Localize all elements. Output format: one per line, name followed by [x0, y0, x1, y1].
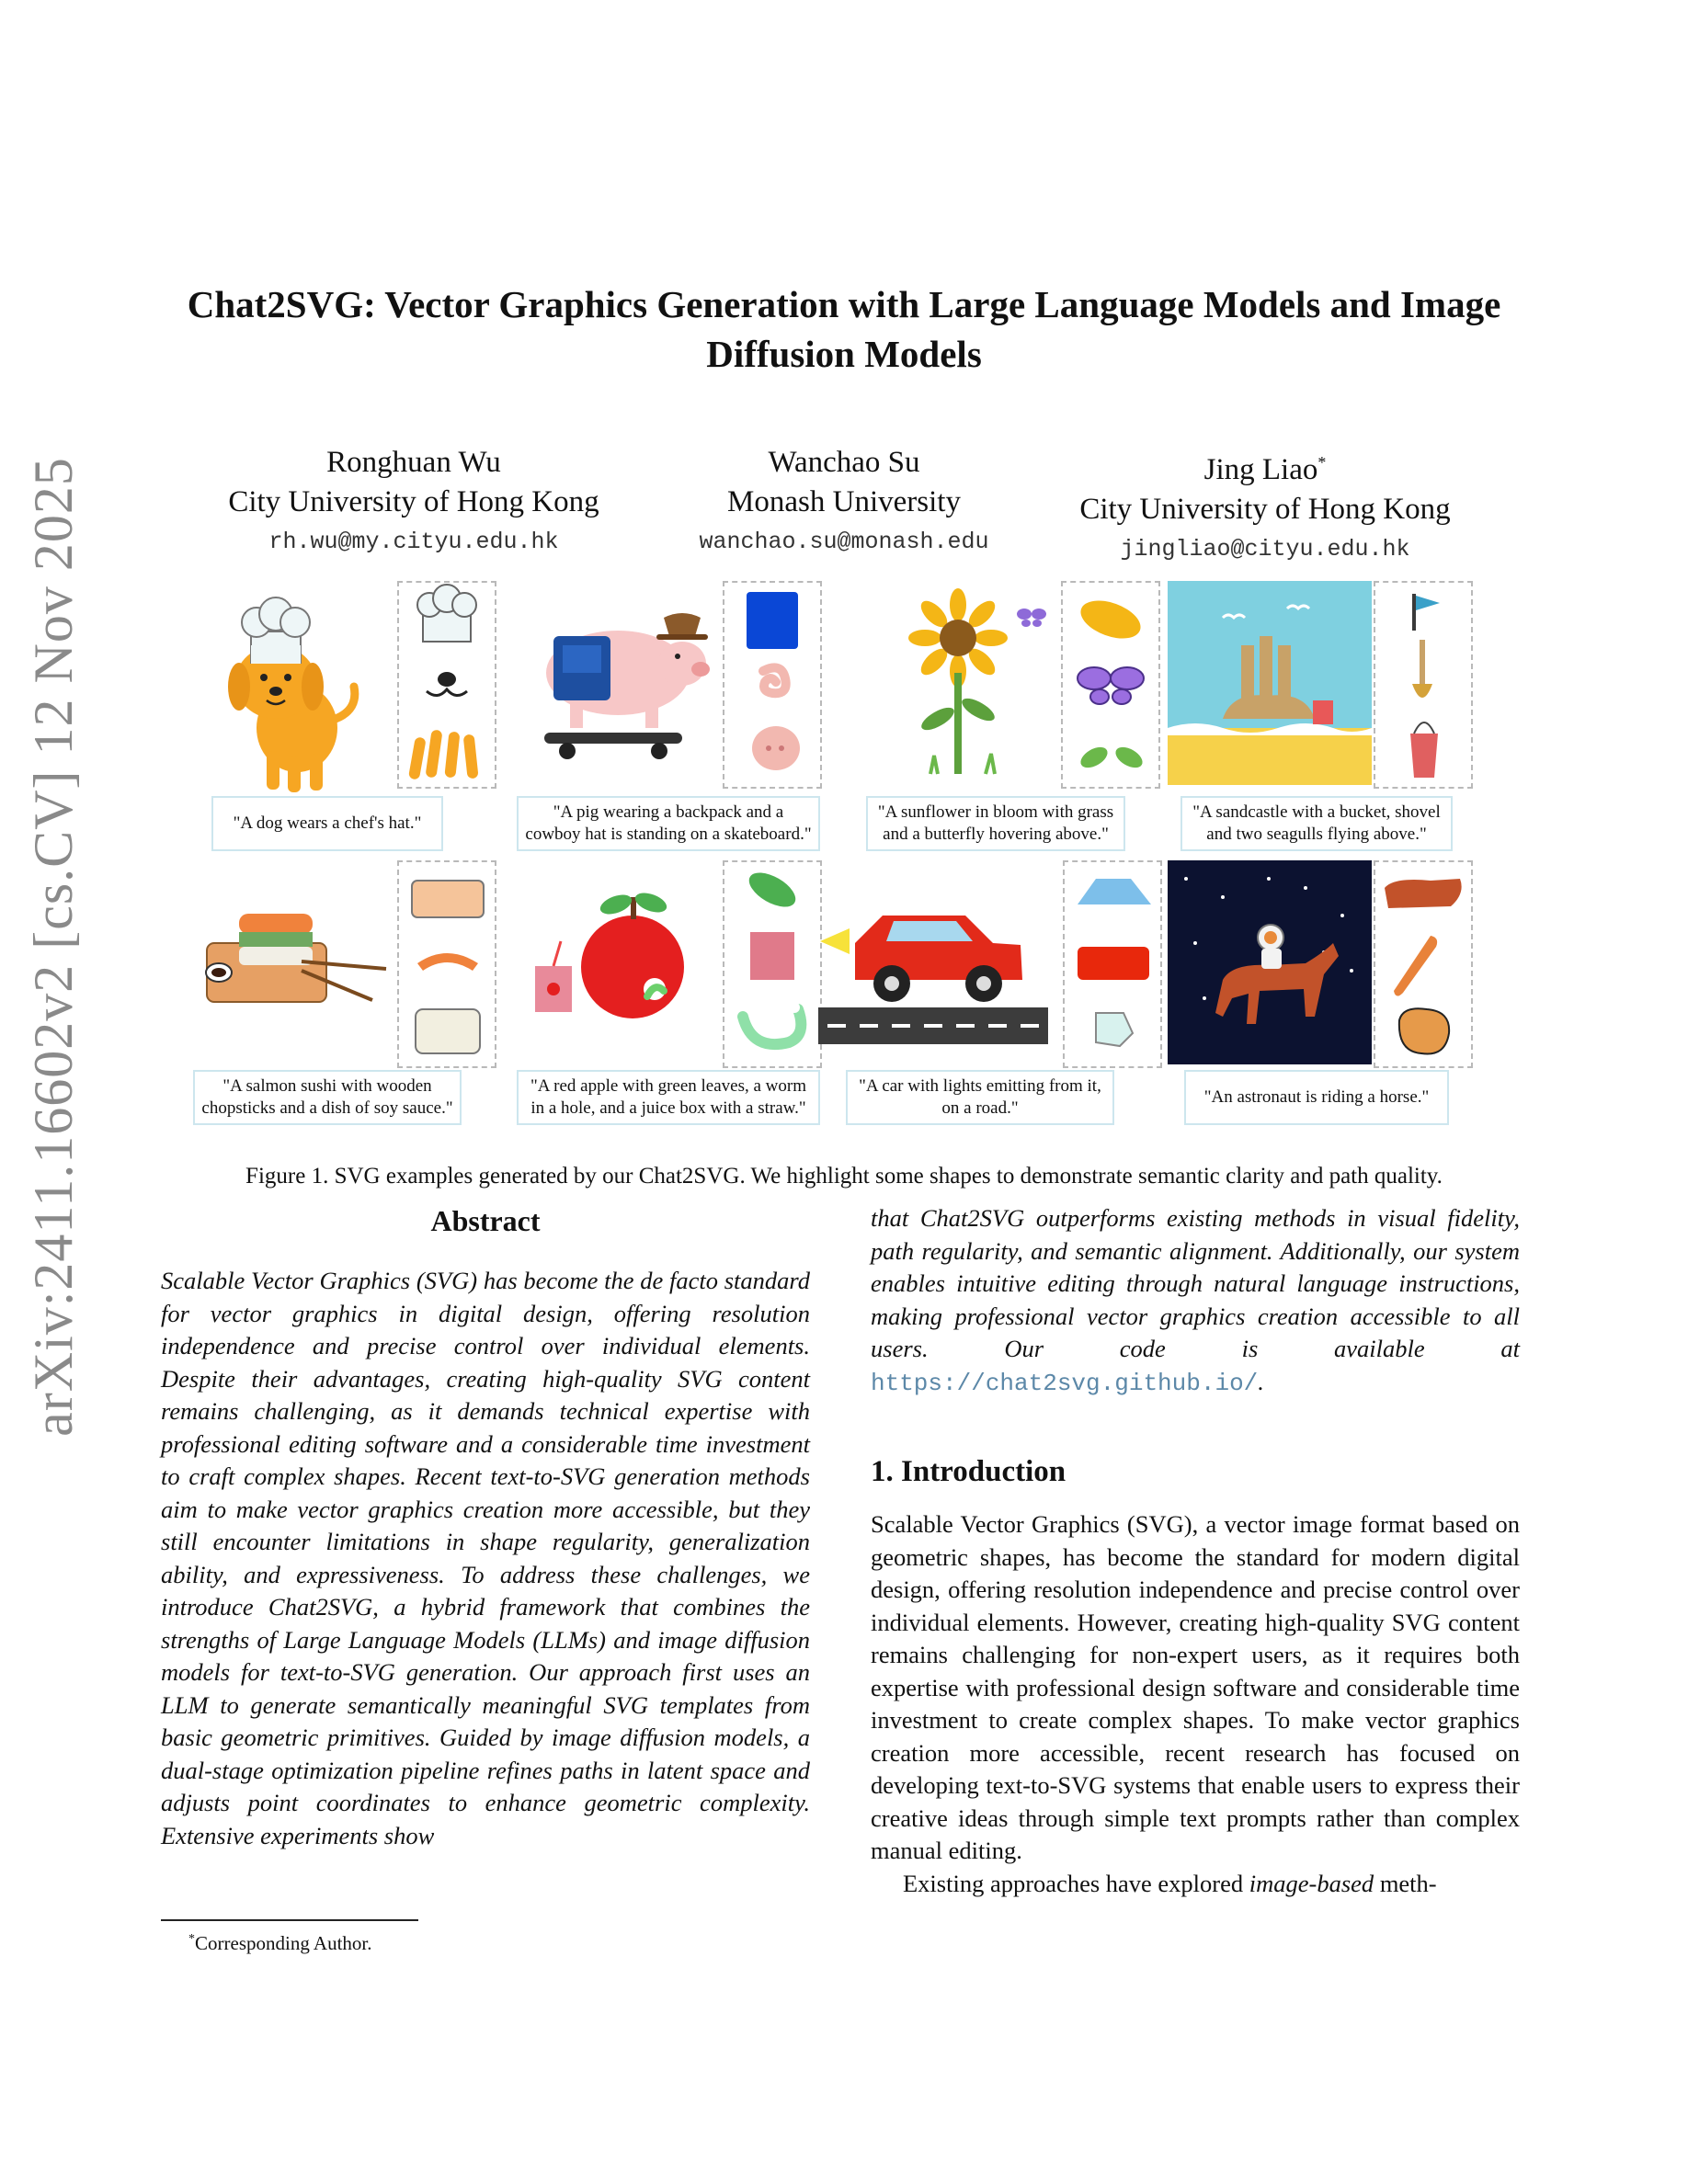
arxiv-identifier: arXiv:2411.16602v2 [cs.CV] 12 Nov 2025 — [23, 457, 84, 1437]
author-email[interactable]: jingliao@cityu.edu.hk — [1120, 536, 1410, 563]
panel-dog — [193, 581, 496, 852]
shape-previews — [399, 862, 495, 1066]
caption-dog: "A dog wears a chef's hat." — [211, 796, 443, 851]
author-affiliation: Monash University — [727, 485, 961, 518]
footnote-mark: * — [188, 1932, 195, 1946]
sunflower-illustration — [857, 581, 1059, 792]
author-affiliation: City University of Hong Kong — [228, 485, 599, 518]
sandcastle-illustration — [1168, 581, 1372, 785]
footnote — [188, 1927, 372, 1956]
panel-sunflower — [857, 581, 1160, 852]
shape-previews — [399, 583, 495, 787]
highlighted-shapes-pig — [723, 581, 822, 789]
caption-sushi: "A salmon sushi with wooden chopsticks and a dish of soy sauce." — [193, 1070, 462, 1125]
intro-paragraph-1: Scalable Vector Graphics (SVG), a vector image format based on geometric shapes, has become the standard for modern digital design, offering resolution independence and precise control over individual elements. However, creating high-quality SVG content remains challenging for non-expert users, as it requires both expertise with professional design software and considerable time investment to create complex shapes. To make vector graphics creation more accessible, recent research has focused on developing text-to-SVG systems that enable users to express their creative ideas through simple text prompts rather than complex manual editing. — [871, 1510, 1520, 1864]
sushi-illustration — [193, 860, 397, 1064]
abstract-heading: Abstract — [430, 1204, 541, 1237]
shape-previews — [1375, 583, 1471, 787]
footnote-rule — [161, 1919, 418, 1921]
author-block-1 — [202, 443, 625, 563]
abstract-period: . — [1258, 1367, 1264, 1395]
author-name — [1054, 443, 1477, 490]
panel-sandcastle — [1168, 581, 1480, 852]
author-email[interactable]: rh.wu@my.cityu.edu.hk — [268, 529, 559, 555]
panel-apple — [517, 860, 829, 1132]
panel-astronaut — [1168, 860, 1480, 1132]
panel-pig — [517, 581, 829, 852]
author-block-2 — [660, 443, 1028, 563]
figure-1 — [193, 581, 1495, 1132]
shape-previews — [1063, 583, 1158, 787]
pig-illustration — [517, 581, 719, 792]
caption-sunflower: "A sunflower in bloom with grass and a butterfly hovering above." — [866, 796, 1125, 851]
shape-previews — [724, 862, 820, 1066]
shape-previews — [1375, 862, 1471, 1066]
apple-illustration — [517, 860, 721, 1064]
author-block-3 — [1054, 443, 1477, 570]
author-affiliation: City University of Hong Kong — [1079, 493, 1451, 526]
figure-caption: Figure 1. SVG examples generated by our Chat2SVG. We highlight some shapes to demonstrate semantic clarity and path quality. — [245, 1164, 1443, 1189]
dog-illustration — [198, 581, 400, 792]
highlighted-shapes-sushi — [397, 860, 496, 1068]
highlighted-shapes-dog — [397, 581, 496, 789]
intro-p2-start: Existing approaches have explored — [903, 1869, 1249, 1897]
author-name: Wanchao Su — [768, 446, 920, 479]
highlighted-shapes-astronaut — [1374, 860, 1473, 1068]
author-name-text: Jing Liao — [1203, 453, 1318, 486]
author-name: Ronghuan Wu — [326, 446, 501, 479]
car-illustration — [818, 860, 1061, 1064]
shape-previews — [724, 583, 820, 787]
footnote-text: Corresponding Author. — [195, 1932, 372, 1954]
intro-p2-emphasis: image-based — [1249, 1869, 1374, 1897]
highlighted-shapes-sandcastle — [1374, 581, 1473, 789]
shape-previews — [1065, 862, 1160, 1066]
intro-paragraph-2 — [871, 1868, 1520, 1901]
intro-p2-end: meth- — [1374, 1869, 1437, 1897]
author-email[interactable]: wanchao.su@monash.edu — [699, 529, 989, 555]
caption-apple: "A red apple with green leaves, a worm in a hole, and a juice box with a straw." — [517, 1070, 820, 1125]
right-column — [871, 1202, 1520, 1900]
abstract-continued — [871, 1202, 1520, 1400]
caption-car: "A car with lights emitting from it, on a road." — [846, 1070, 1114, 1125]
caption-pig: "A pig wearing a backpack and a cowboy hat is standing on a skateboard." — [517, 796, 820, 851]
project-link[interactable]: https://chat2svg.github.io/ — [871, 1369, 1259, 1397]
astronaut-illustration — [1168, 860, 1372, 1064]
section-heading-introduction: 1. Introduction — [871, 1455, 1066, 1488]
highlighted-shapes-apple — [723, 860, 822, 1068]
left-column — [161, 1202, 810, 1852]
caption-astronaut: "An astronaut is riding a horse." — [1184, 1070, 1449, 1125]
panel-car — [818, 860, 1160, 1132]
corresponding-mark: * — [1317, 453, 1327, 472]
abstract-continued-text: that Chat2SVG outperforms existing methods in visual fidelity, path regularity, and semantic alignment. Additionally, our system enables intuitive editing through natural language instructions, making professional vector graphics creation accessible to all users. Our code is available at — [871, 1204, 1520, 1362]
caption-sandcastle: "A sandcastle with a bucket, shovel and two seagulls flying above." — [1180, 796, 1453, 851]
paper-title: Chat2SVG: Vector Graphics Generation with Large Language Models and Image Diffusion Models — [187, 283, 1501, 375]
abstract-text: Scalable Vector Graphics (SVG) has become the de facto standard for vector graphics in digital design, offering resolution independence and precise control over individual elements. Despite their advantages, creating high-quality SVG content remains challenging, as it demands technical expertise with professional editing software and a considerable time investment to craft complex shapes. Recent text-to-SVG generation methods aim to make vector graphics creation more accessible, but they still encounter limitations in shape regularity, generalization ability, and expressiveness. To address these challenges, we introduce Chat2SVG, a hybrid framework that combines the strengths of Large Language Models (LLMs) and image diffusion models for text-to-SVG generation. Our approach first uses an LLM to generate semantically meaningful SVG templates from basic geometric primitives. Guided by image diffusion models, a dual-stage optimization pipeline refines paths in latent space and adjusts point coordinates to enhance geometric complexity. Extensive experiments show — [161, 1267, 810, 1849]
panel-sushi — [193, 860, 496, 1132]
highlighted-shapes-car — [1063, 860, 1162, 1068]
highlighted-shapes-sunflower — [1061, 581, 1160, 789]
